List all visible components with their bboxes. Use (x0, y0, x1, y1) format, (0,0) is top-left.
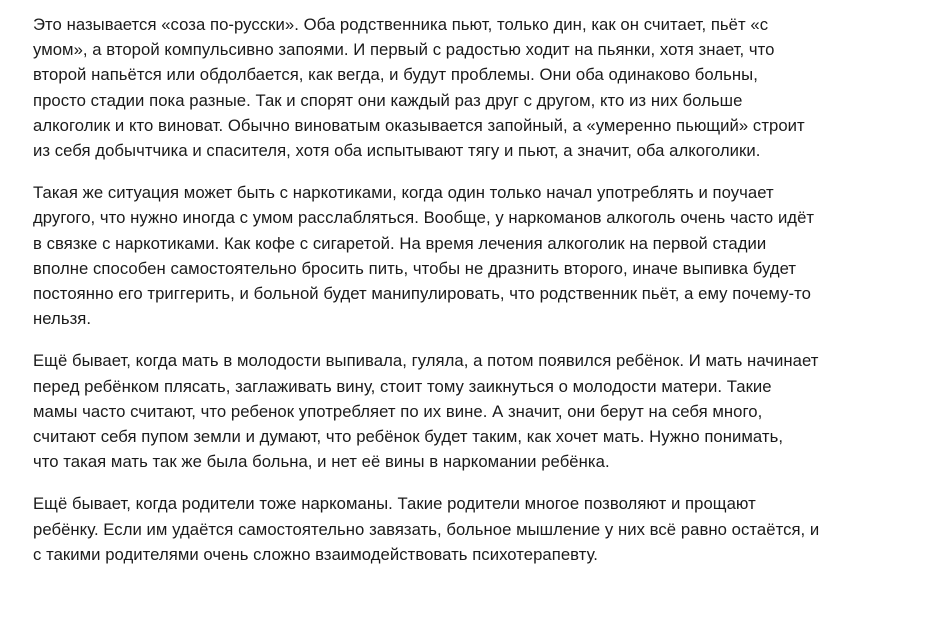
text-line: из себя добычтчика и спасителя, хотя оба испытывают тягу и пьют, а значит, оба алкоголики. (33, 141, 761, 161)
text-line: второй напьётся или обдолбается, как вегда, и будут проблемы. Они оба одинаково больны, (33, 65, 758, 85)
text-line: умом», а второй компульсивно запоями. И первый с радостью ходит на пьянки, хотя знает, что (33, 40, 775, 60)
text-line: алкоголик и кто виноват. Обычно виноватым оказывается запойный, а «умеренно пьющий» строит (33, 115, 805, 135)
text-line: Ещё бывает, когда родители тоже наркоманы. Такие родители многое позволяют и прощают (33, 494, 756, 514)
text-line: просто стадии пока разные. Так и спорят они каждый раз друг с другом, кто из них больше (33, 90, 743, 110)
text-line: перед ребёнком плясать, заглаживать вину, стоит тому заикнуться о молодости матери. Такие (33, 376, 772, 396)
text-line: вполне способен самостоятельно бросить пить, чтобы не дразнить второго, иначе выпивка будет (33, 258, 797, 278)
paragraph-4 (33, 491, 913, 567)
text-line: Это называется «соза по-русски». Оба родственника пьют, только дин, как он считает, пьёт «с (33, 15, 769, 34)
text-line: мамы часто считают, что ребенок употребляет по их вине. А значит, они берут на себя много, (33, 401, 763, 421)
text-line: считают себя пупом земли и думают, что ребёнок будет таким, как хочет мать. Нужно понимать, (33, 427, 784, 447)
text-line: нельзя. (33, 309, 92, 329)
text-line: Ещё бывает, когда мать в молодости выпивала, гуляла, а потом появился ребёнок. И мать начинает (33, 351, 819, 371)
document-body (33, 12, 913, 567)
text-line: постоянно его триггерить, и больной будет манипулировать, что родственник пьёт, а ему почему-то (33, 284, 811, 304)
paragraph-3 (33, 348, 913, 474)
paragraph-1 (33, 12, 913, 163)
paragraph-spacer (33, 163, 913, 180)
text-line: Такая же ситуация может быть с наркотиками, когда один только начал употреблять и поучает (33, 183, 774, 203)
text-line: в связке с наркотиками. Как кофе с сигаретой. На время лечения алкоголик на первой стадии (33, 233, 767, 253)
text-line: другого, что нужно иногда с умом расслабляться. Вообще, у наркоманов алкоголь очень часто идёт (33, 208, 815, 228)
text-line: ребёнку. Если им удаётся самостоятельно завязать, больное мышление у них всё равно остаётся, и (33, 519, 820, 539)
text-line: что такая мать так же была больна, и нет её вины в наркомании ребёнка. (33, 452, 610, 472)
paragraph-spacer (33, 474, 913, 491)
paragraph-spacer (33, 331, 913, 348)
paragraph-2 (33, 180, 913, 331)
text-line: с такими родителями очень сложно взаимодействовать психотерапевту. (33, 544, 598, 564)
